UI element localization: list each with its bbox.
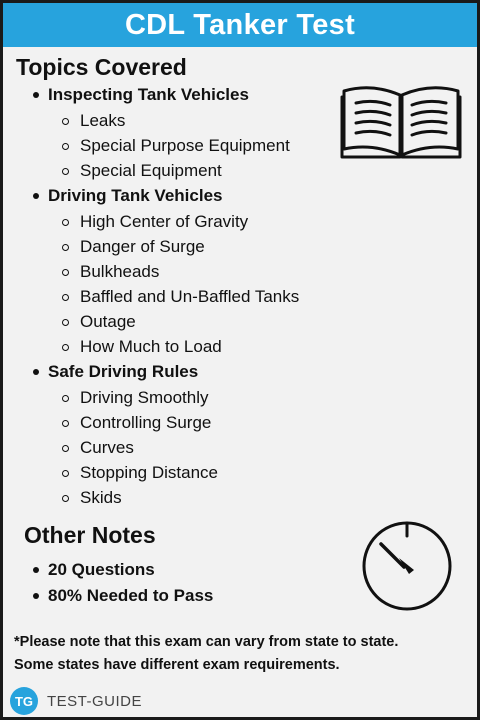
sub-bullet (62, 395, 69, 402)
topics-title: Topics Covered (16, 54, 187, 80)
open-book-icon (340, 81, 462, 161)
topic-item: Special Equipment (80, 161, 222, 180)
topic-item: Stopping Distance (80, 463, 218, 482)
sub-bullet (62, 244, 69, 251)
disclaimer (14, 631, 474, 677)
topic-item: Bulkheads (80, 262, 160, 281)
topic-item: Baffled and Un-Baffled Tanks (80, 287, 300, 306)
topic-item: Outage (80, 312, 136, 331)
test-guide-logo-icon (9, 686, 39, 716)
sub-bullet (62, 470, 69, 477)
topic-item: Curves (80, 438, 134, 457)
bullet (33, 593, 39, 599)
sub-bullet (62, 319, 69, 326)
topic-item: Special Purpose Equipment (80, 136, 290, 155)
bullet (33, 567, 39, 573)
note-item: 80% Needed to Pass (48, 586, 214, 605)
topic-group-label: Inspecting Tank Vehicles (48, 85, 249, 104)
topic-item: Skids (80, 488, 122, 507)
logo-letters: TG (14, 694, 34, 709)
page-title: CDL Tanker Test (3, 3, 477, 47)
bullet (33, 193, 39, 199)
bullet (33, 92, 39, 98)
sub-bullet (62, 495, 69, 502)
topic-group-label: Driving Tank Vehicles (48, 186, 223, 205)
sub-bullet (62, 143, 69, 150)
topic-item: Controlling Surge (80, 413, 212, 432)
sub-bullet (62, 168, 69, 175)
topic-item: Danger of Surge (80, 237, 205, 256)
info-card (3, 3, 477, 717)
brand (9, 686, 142, 716)
topic-item: Leaks (80, 111, 126, 130)
sub-bullet (62, 445, 69, 452)
disclaimer-line-2: Some states have different exam requirements. (14, 657, 340, 673)
brand-name: TEST-GUIDE (47, 692, 143, 710)
notes-title: Other Notes (24, 522, 156, 548)
topic-item: How Much to Load (80, 337, 222, 356)
bullet (33, 369, 39, 375)
note-item: 20 Questions (48, 560, 155, 579)
sub-bullet (62, 118, 69, 125)
topic-group-label: Safe Driving Rules (48, 362, 199, 381)
stopwatch-icon (359, 518, 455, 614)
sub-bullet (62, 219, 69, 226)
sub-bullet (62, 269, 69, 276)
sub-bullet (62, 294, 69, 301)
topic-item: Driving Smoothly (80, 388, 209, 407)
sub-bullet (62, 420, 69, 427)
sub-bullet (62, 344, 69, 351)
disclaimer-line-1: *Please note that this exam can vary from state to state. (14, 634, 399, 650)
topic-item: High Center of Gravity (80, 212, 249, 231)
